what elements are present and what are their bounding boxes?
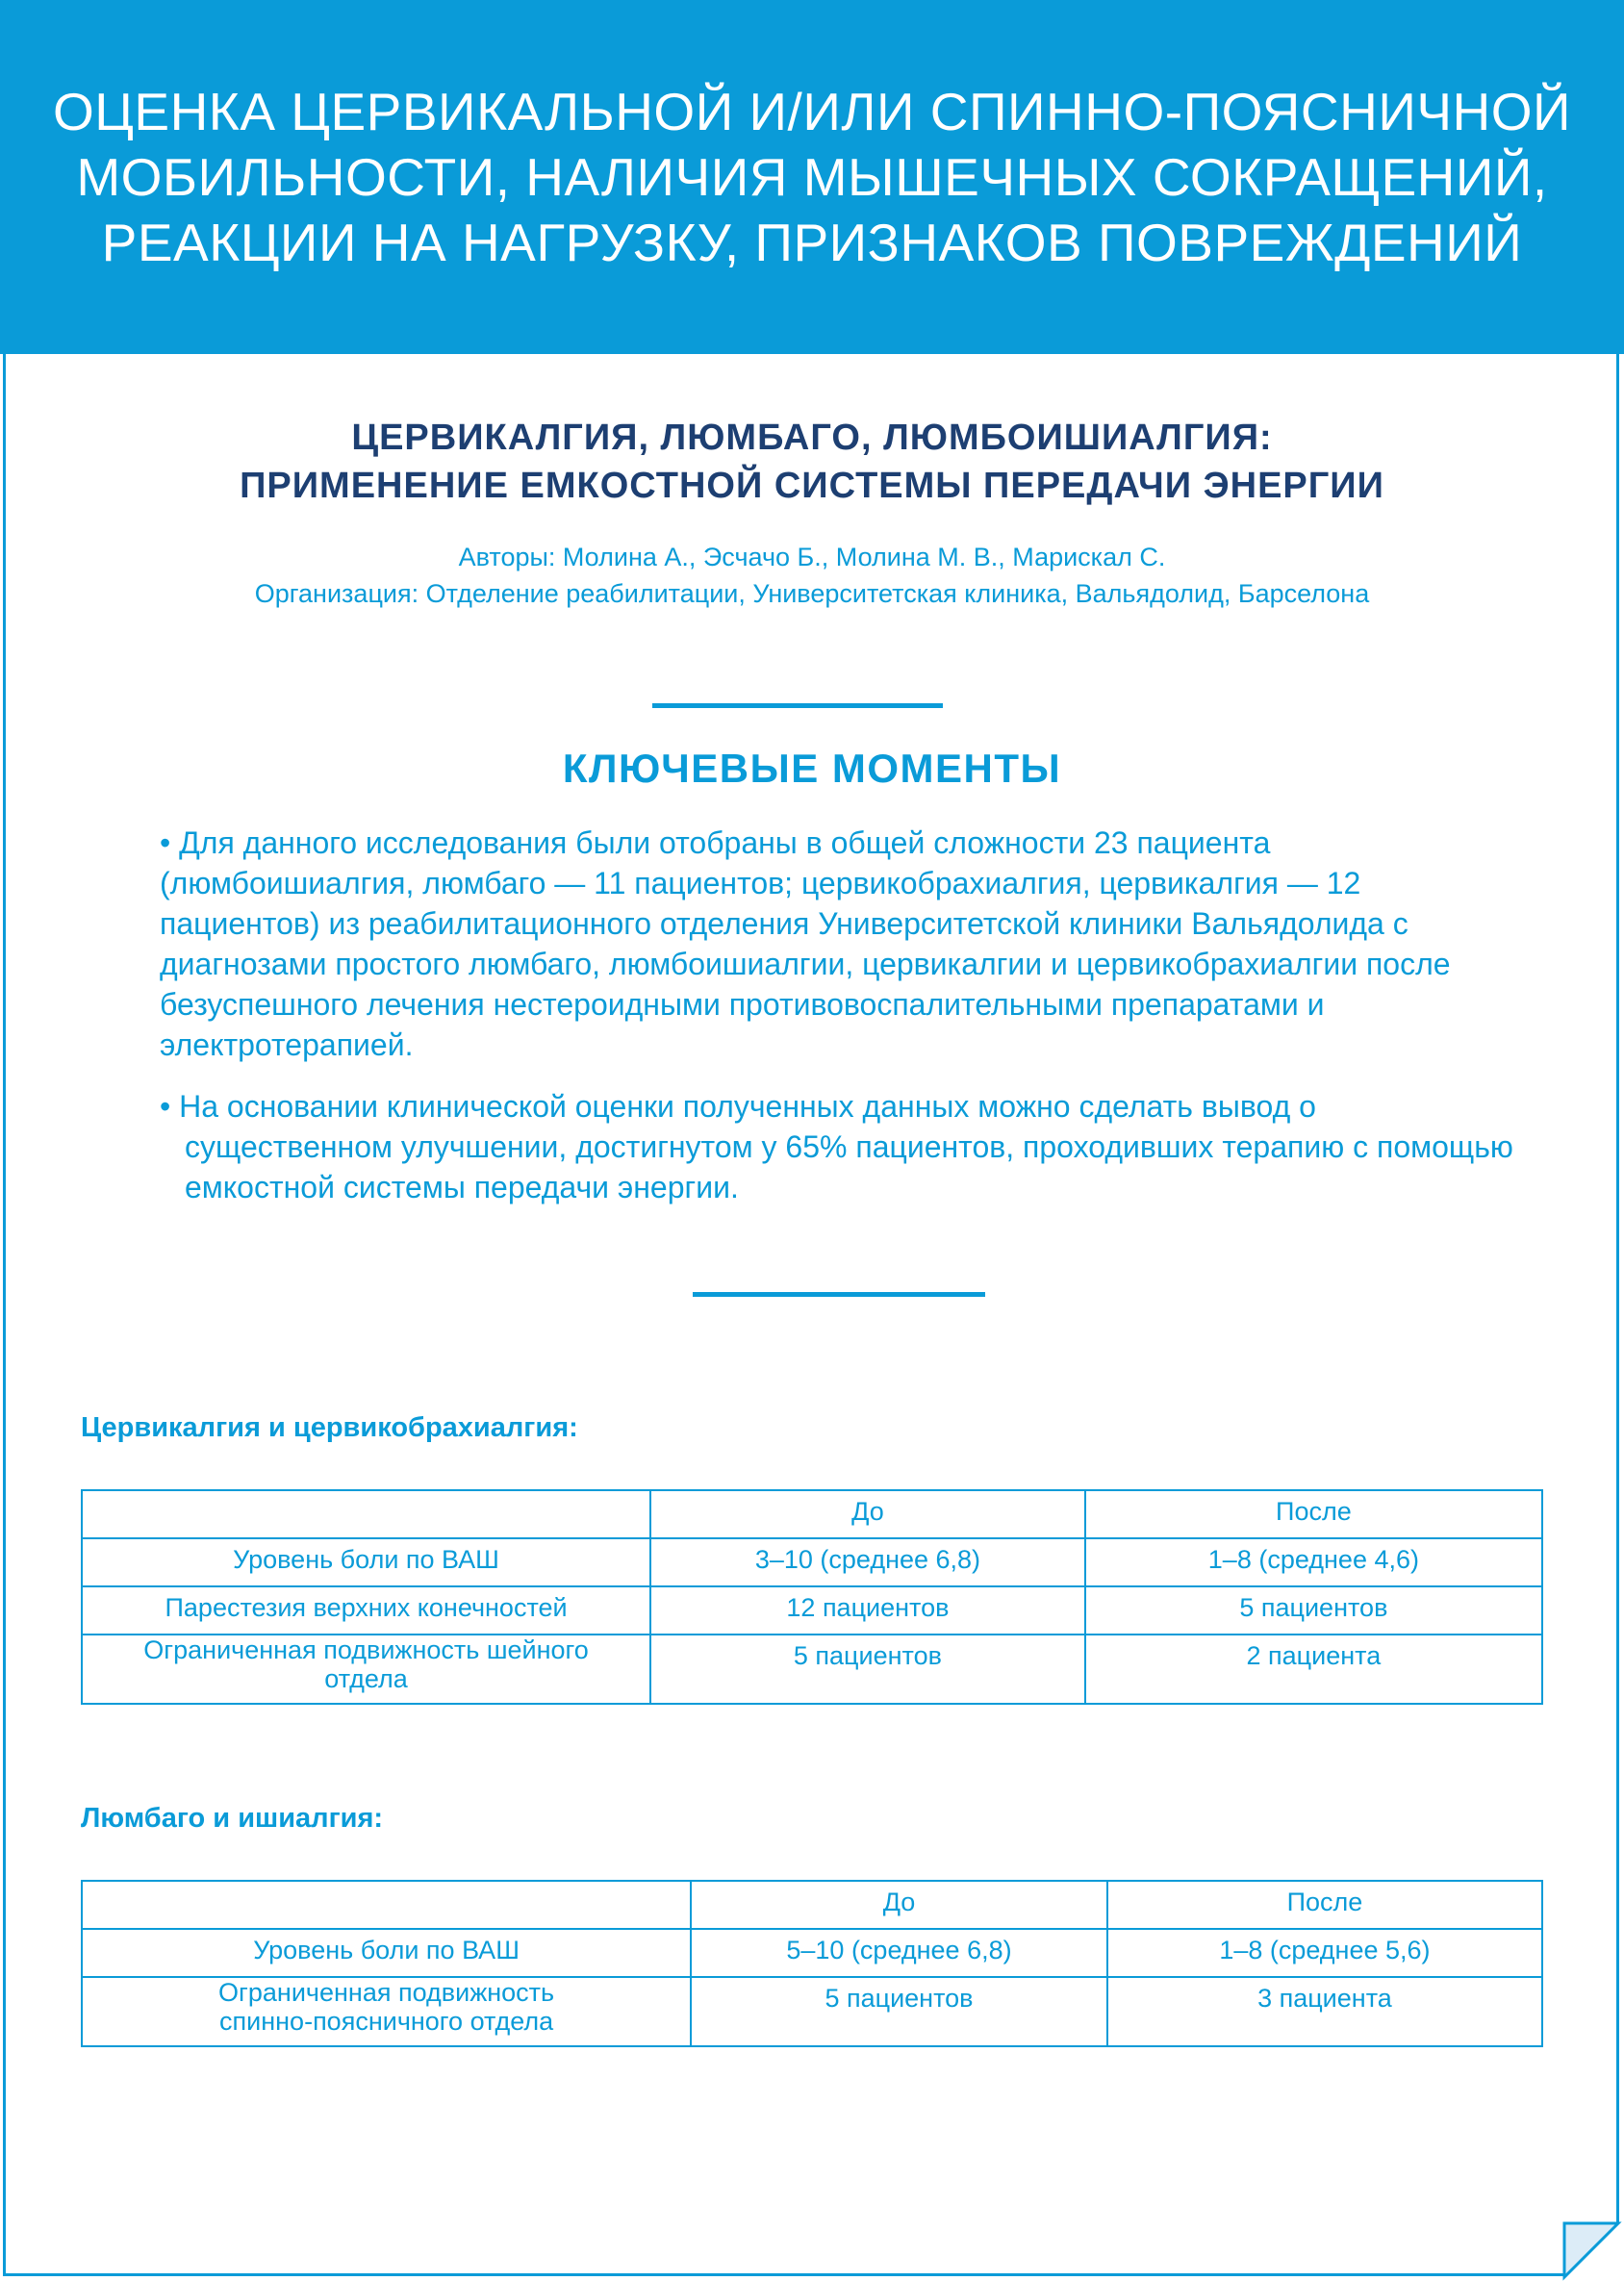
table-cell: 5 пациентов (1085, 1586, 1542, 1635)
title-line-1: ОЦЕНКА ЦЕРВИКАЛЬНОЙ И/ИЛИ СПИННО-ПОЯСНИЧНОЙ (52, 82, 1572, 141)
header-band (0, 0, 1624, 354)
key-point-item: • Для данного исследования были отобраны в общей сложности 23 пациента (люмбоишиалгия, люмбаго — 11 пациентов; цервикобрахиалгия, цервикалгия — 12 пациентов) из реабилитационного отделения Университетской клиники Вальядолида с диагнозами простого люмбаго, люмбоишиалгии, цервикалгии и цервикобрахиалгии после безуспешного лечения нестероидными противовоспалительными препаратами и электротерапией. (160, 825, 1451, 1062)
table-header-cell: До (650, 1490, 1085, 1538)
table-header-cell: После (1107, 1881, 1542, 1929)
table-cell: 3–10 (среднее 6,8) (650, 1538, 1085, 1586)
table-row (82, 1538, 1542, 1586)
key-point-item: • На основании клинической оценки полученных данных можно сделать вывод о существенном улучшении, достигнутом у 65% пациентов, проходивших терапию с помощью емкостной системы передачи энергии. (160, 1089, 1513, 1204)
page-title (14, 79, 1610, 275)
table-row (82, 1635, 1542, 1704)
table-cell: 1–8 (среднее 5,6) (1107, 1929, 1542, 1977)
table-cell: Ограниченная подвижность шейного отдела (82, 1635, 650, 1704)
key-points-list (160, 823, 1526, 1229)
table2 (81, 1880, 1543, 2047)
table-cell: Уровень боли по ВАШ (82, 1538, 650, 1586)
table-row (82, 1586, 1542, 1635)
article-title-line-1: ЦЕРВИКАЛГИЯ, ЛЮМБАГО, ЛЮМБОИШИАЛГИЯ: (351, 418, 1273, 458)
table-cell: Ограниченная подвижность спинно-поясничного отдела (82, 1977, 691, 2046)
divider-top (652, 703, 943, 708)
organization: Организация: Отделение реабилитации, Университетская клиника, Вальядолид, Барселона (254, 579, 1370, 608)
table-cell: 5 пациентов (691, 1977, 1107, 2046)
table-cell: 2 пациента (1085, 1635, 1542, 1704)
table2-label: Люмбаго и ишиалгия: (81, 1803, 384, 1834)
article-title-line-2: ПРИМЕНЕНИЕ ЕМКОСТНОЙ СИСТЕМЫ ПЕРЕДАЧИ ЭНЕРГИИ (240, 466, 1384, 506)
table-header-cell (82, 1881, 691, 1929)
table1 (81, 1489, 1543, 1705)
title-line-2: МОБИЛЬНОСТИ, НАЛИЧИЯ МЫШЕЧНЫХ СОКРАЩЕНИЙ, (76, 147, 1548, 207)
table-cell: 5 пациентов (650, 1635, 1085, 1704)
title-line-3: РЕАКЦИИ НА НАГРУЗКУ, ПРИЗНАКОВ ПОВРЕЖДЕНИЙ (101, 213, 1523, 272)
table-header-cell (82, 1490, 650, 1538)
key-points-heading: КЛЮЧЕВЫЕ МОМЕНТЫ (562, 746, 1062, 791)
article-title (0, 414, 1624, 510)
table-cell: 12 пациентов (650, 1586, 1085, 1635)
table-header-cell: После (1085, 1490, 1542, 1538)
divider-bottom (693, 1292, 985, 1297)
table-header-row (82, 1490, 1542, 1538)
table-header-cell: До (691, 1881, 1107, 1929)
table1-label: Цервикалгия и цервикобрахиалгия: (81, 1412, 578, 1443)
article-meta (0, 539, 1624, 612)
table-row (82, 1977, 1542, 2046)
page-corner-fold-icon (1559, 2218, 1624, 2281)
table-cell: Уровень боли по ВАШ (82, 1929, 691, 1977)
authors: Авторы: Молина А., Эсчачо Б., Молина М. В., Марискал С. (458, 543, 1166, 571)
table-row (82, 1929, 1542, 1977)
table-cell: Парестезия верхних конечностей (82, 1586, 650, 1635)
table-cell: 1–8 (среднее 4,6) (1085, 1538, 1542, 1586)
table-cell: 3 пациента (1107, 1977, 1542, 2046)
table-cell: 5–10 (среднее 6,8) (691, 1929, 1107, 1977)
table-header-row (82, 1881, 1542, 1929)
